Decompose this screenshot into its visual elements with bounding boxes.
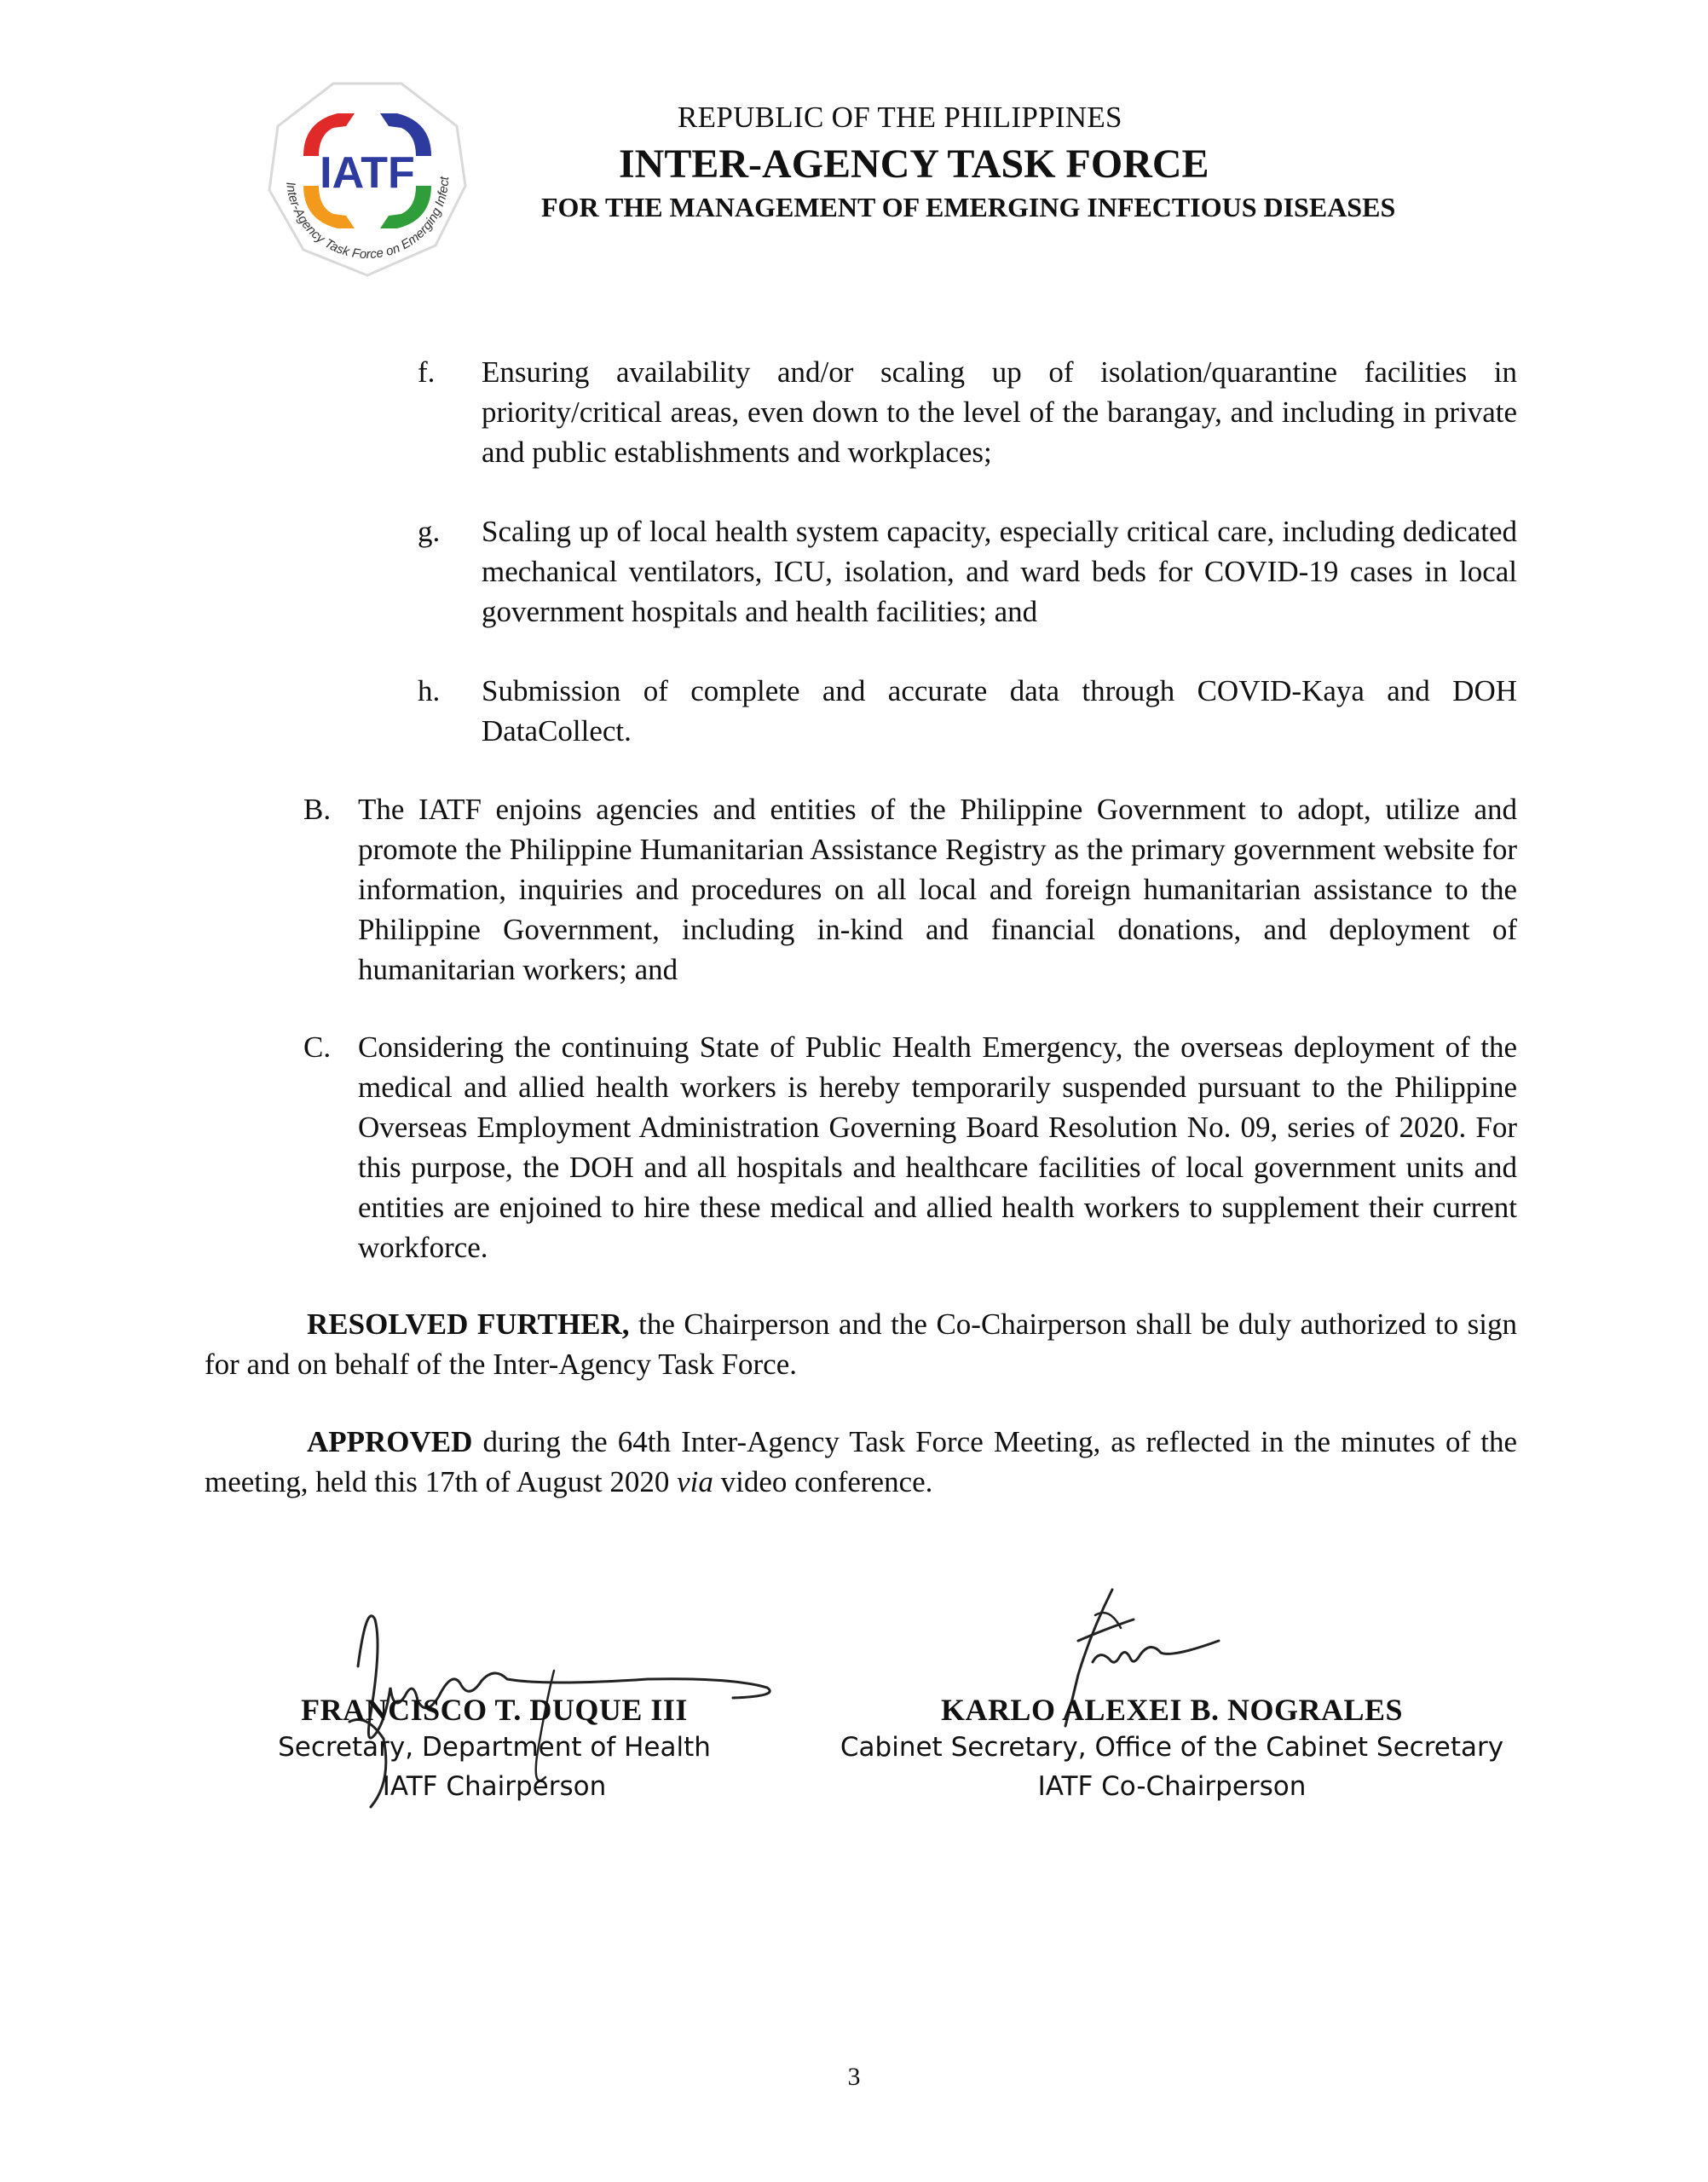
item-c-marker: C. <box>303 1030 332 1064</box>
item-b-text: The IATF enjoins agencies and entities of the Philippine Government to adopt, utilize and promote the Philippine Humanitarian Assistance Registry as the primary government website for information, inquiries and procedures on all local and foreign humanitarian assistance to the Philippine Government, including in-kind and financial donations, and deployment of humanitarian workers; and <box>358 793 1517 986</box>
iatf-logo <box>252 75 482 288</box>
item-f-text: Ensuring availability and/or scaling up of isolation/quarantine facilities in priority/critical areas, even down to the level of the barangay, and including in private and public establishments and workplaces; <box>482 355 1517 469</box>
logo-text: IATF <box>320 148 415 198</box>
approved-lead: APPROVED <box>307 1425 473 1458</box>
approved-paragraph <box>205 1422 1517 1502</box>
item-h-text: Submission of complete and accurate data through COVID-Kaya and DOH DataCollect. <box>482 674 1517 748</box>
item-h-marker: h. <box>418 674 441 707</box>
header-republic: REPUBLIC OF THE PHILIPPINES <box>678 101 1122 134</box>
resolved-text: the Chairperson and the Co-Chairperson shall be duly authorized to sign for and on behalf of the Inter-Agency Task Force. <box>205 1307 1517 1381</box>
approved-text-before: during the 64th Inter-Agency Task Force Meeting, as reflected in the minutes of the meeting, held this 17th of August 2020 <box>205 1425 1517 1498</box>
signatory-1-role: IATF Chairperson <box>382 1771 607 1802</box>
signatory-1 <box>222 1692 767 1806</box>
signatory-2-name: KARLO ALEXEI B. NOGRALES <box>940 1693 1404 1727</box>
item-g-marker: g. <box>418 515 441 548</box>
signatory-2-role: IATF Co-Chairperson <box>1037 1771 1307 1802</box>
signatory-2-title: Cabinet Secretary, Office of the Cabinet Secretary <box>840 1732 1504 1763</box>
logo-ring-text: Inter-Agency Task Force on Emerging Infect <box>283 176 453 263</box>
header-subtitle: FOR THE MANAGEMENT OF EMERGING INFECTIOUS DISEASES <box>541 192 1396 222</box>
signatory-1-title: Secretary, Department of Health <box>278 1732 711 1763</box>
item-c-text: Considering the continuing State of Public Health Emergency, the overseas deployment of the medical and allied health workers is hereby temporarily suspended pursuant to the Philippine Overseas Employment Administration Governing Board Resolution No. 09, series of 2020. For this purpose, the DOH and all hospitals and healthcare facilities of local government units and entities are enjoined to hire these medical and allied health workers to supplement their current workforce. <box>358 1030 1517 1264</box>
header-task-force: INTER-AGENCY TASK FORCE <box>619 141 1209 187</box>
signatory-2 <box>793 1692 1551 1806</box>
approved-text-after: video conference. <box>713 1465 933 1498</box>
page-number: 3 <box>847 2063 861 2091</box>
item-f-marker: f. <box>418 355 436 389</box>
item-g-text: Scaling up of local health system capacity, especially critical care, including dedicated mechanical ventilators, ICU, isolation, and ward beds for COVID-19 cases in local government hospitals and health facilities; and <box>482 515 1517 628</box>
signatory-1-name: FRANCISCO T. DUQUE III <box>301 1693 688 1727</box>
approved-italic: via <box>677 1465 713 1498</box>
resolved-paragraph <box>205 1304 1517 1384</box>
resolved-lead: RESOLVED FURTHER, <box>307 1307 630 1341</box>
item-b-marker: B. <box>303 793 332 826</box>
iatf-logo-mark <box>252 75 482 288</box>
